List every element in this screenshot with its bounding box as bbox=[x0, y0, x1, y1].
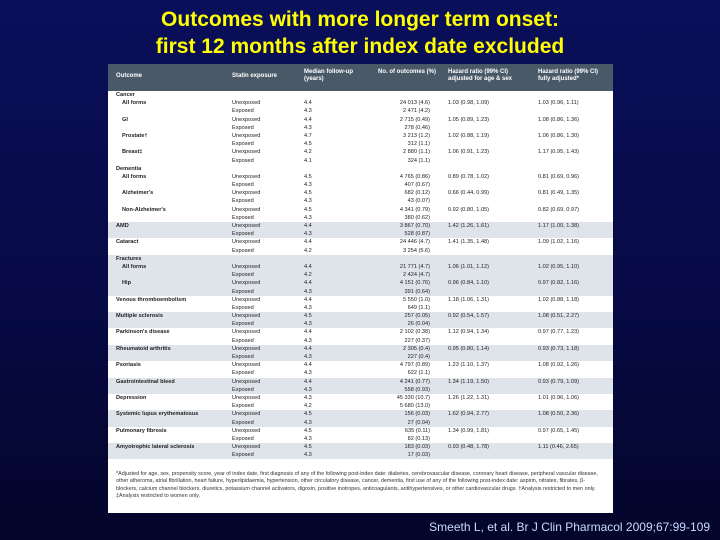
cell-statin-exposure: Exposed bbox=[232, 182, 254, 189]
cell-median-follow-up: 4.2 bbox=[304, 272, 312, 279]
cell-hr-fully-adjusted: 0.81 (0.69, 0.96) bbox=[538, 173, 580, 180]
cell-statin-exposure: Exposed bbox=[232, 198, 254, 205]
cell-outcome: AMD bbox=[116, 223, 129, 229]
header-no-of-outcomes: No. of outcomes (%) bbox=[378, 69, 436, 75]
table-row bbox=[108, 361, 613, 369]
cell-no-of-outcomes: 3 254 (5.6) bbox=[402, 247, 430, 254]
table-row bbox=[108, 304, 613, 312]
cell-statin-exposure: Exposed bbox=[232, 435, 254, 442]
cell-no-of-outcomes: 682 (0.12) bbox=[404, 190, 430, 197]
cell-hr-age-sex: 1.03 (0.98, 1.09) bbox=[448, 100, 490, 107]
table-row bbox=[108, 91, 613, 99]
title-line-2: first 12 months after index date excluded bbox=[155, 35, 565, 58]
cell-hr-age-sex: 0.66 (0.44, 0.99) bbox=[448, 190, 490, 197]
cell-median-follow-up: 4.3 bbox=[304, 231, 312, 238]
cell-median-follow-up: 4.5 bbox=[304, 206, 312, 213]
cell-hr-age-sex: 0.96 (0.84, 1.10) bbox=[448, 280, 490, 287]
cell-statin-exposure: Exposed bbox=[232, 370, 254, 377]
cell-hr-age-sex: 1.42 (1.26, 1.61) bbox=[448, 223, 490, 229]
cell-hr-fully-adjusted: 0.97 (0.82, 1.16) bbox=[538, 280, 580, 287]
cell-no-of-outcomes: 43 (0.07) bbox=[407, 198, 430, 205]
cell-median-follow-up: 4.3 bbox=[304, 288, 312, 295]
cell-no-of-outcomes: 183 (0.03) bbox=[404, 444, 430, 451]
cell-hr-fully-adjusted: 0.97 (0.77, 1.23) bbox=[538, 329, 580, 336]
cell-hr-age-sex: 1.05 (0.89, 1.23) bbox=[448, 116, 490, 123]
cell-no-of-outcomes: 5 680 (13.0) bbox=[399, 403, 430, 410]
cell-outcome: Multiple sclerosis bbox=[116, 313, 163, 320]
cell-statin-exposure: Exposed bbox=[232, 231, 254, 238]
cell-no-of-outcomes: 278 (0.46) bbox=[404, 124, 430, 131]
cell-no-of-outcomes: 27 (0.04) bbox=[407, 419, 430, 426]
header-outcome: Outcome bbox=[116, 73, 143, 79]
cell-hr-fully-adjusted: 0.93 (0.79, 1.09) bbox=[538, 378, 580, 385]
table-row bbox=[108, 99, 613, 107]
cell-statin-exposure: Unexposed bbox=[232, 362, 261, 369]
cell-hr-age-sex: 1.62 (0.94, 2.77) bbox=[448, 411, 490, 418]
table-row bbox=[108, 271, 613, 279]
cell-outcome: Rheumatoid arthritis bbox=[116, 345, 171, 352]
cell-outcome: Cataract bbox=[116, 239, 139, 246]
cell-outcome: Venous thromboembolism bbox=[116, 296, 187, 303]
cell-statin-exposure: Unexposed bbox=[232, 223, 261, 229]
cell-hr-age-sex: 1.02 (0.88, 1.19) bbox=[448, 132, 490, 139]
cell-no-of-outcomes: 227 (0.4) bbox=[407, 354, 430, 360]
table-row bbox=[108, 230, 613, 238]
cell-statin-exposure: Exposed bbox=[232, 337, 254, 344]
cell-hr-fully-adjusted: 1.02 (0.95, 1.10) bbox=[538, 263, 580, 270]
table-row bbox=[108, 435, 613, 443]
cell-median-follow-up: 4.4 bbox=[304, 362, 312, 369]
table-row bbox=[108, 419, 613, 427]
cell-hr-fully-adjusted: 1.08 (0.51, 2.27) bbox=[538, 313, 580, 320]
cell-outcome: GI bbox=[122, 116, 128, 123]
cell-hr-fully-adjusted: 0.97 (0.65, 1.45) bbox=[538, 427, 580, 434]
table-row bbox=[108, 181, 613, 189]
table-row bbox=[108, 427, 613, 435]
header-hr-age-sex: Hazard ratio (99% CI) adjusted for age & sex bbox=[448, 69, 513, 82]
table-row bbox=[108, 238, 613, 246]
cell-outcome: Parkinson's disease bbox=[116, 329, 170, 336]
cell-hr-age-sex: 1.23 (1.10, 1.37) bbox=[448, 362, 490, 369]
cell-no-of-outcomes: 528 (0.87) bbox=[404, 231, 430, 238]
cell-median-follow-up: 4.3 bbox=[304, 124, 312, 131]
table-row bbox=[108, 206, 613, 214]
cell-no-of-outcomes: 24 013 (4.6) bbox=[399, 100, 430, 107]
cell-no-of-outcomes: 4 765 (0.86) bbox=[399, 173, 430, 180]
cell-statin-exposure: Unexposed bbox=[232, 411, 261, 418]
cell-hr-age-sex: 1.34 (1.19, 1.50) bbox=[448, 378, 490, 385]
cell-outcome: Fractures bbox=[116, 255, 142, 262]
cell-hr-fully-adjusted: 1.06 (0.86, 1.30) bbox=[538, 132, 580, 139]
table-row bbox=[108, 247, 613, 255]
cell-outcome: Cancer bbox=[116, 92, 135, 98]
cell-statin-exposure: Unexposed bbox=[232, 345, 261, 352]
table-row bbox=[108, 157, 613, 165]
cell-statin-exposure: Unexposed bbox=[232, 313, 261, 320]
cell-no-of-outcomes: 24 446 (4.7) bbox=[399, 239, 430, 246]
cell-no-of-outcomes: 21 771 (4.7) bbox=[399, 263, 430, 270]
cell-hr-fully-adjusted: 1.08 (0.50, 2.36) bbox=[538, 411, 580, 418]
table-row bbox=[108, 165, 613, 173]
cell-no-of-outcomes: 4 341 (0.79) bbox=[399, 206, 430, 213]
cell-no-of-outcomes: 312 (1.1) bbox=[407, 141, 430, 148]
cell-statin-exposure: Exposed bbox=[232, 124, 254, 131]
cell-median-follow-up: 4.5 bbox=[304, 427, 312, 434]
cell-hr-age-sex: 0.92 (0.54, 1.57) bbox=[448, 313, 490, 320]
cell-hr-age-sex: 0.92 (0.80, 1.05) bbox=[448, 206, 490, 213]
cell-median-follow-up: 4.3 bbox=[304, 304, 312, 311]
table-row bbox=[108, 173, 613, 181]
cell-hr-fully-adjusted: 1.09 (1.02, 1.16) bbox=[538, 239, 580, 246]
table-row bbox=[108, 345, 613, 353]
cell-no-of-outcomes: 2 305 (0.4) bbox=[402, 345, 430, 352]
cell-hr-age-sex: 1.06 (1.01, 1.12) bbox=[448, 263, 490, 270]
cell-median-follow-up: 4.3 bbox=[304, 435, 312, 442]
cell-outcome: Gastrointestinal bleed bbox=[116, 378, 175, 385]
cell-median-follow-up: 4.5 bbox=[304, 173, 312, 180]
cell-statin-exposure: Unexposed bbox=[232, 329, 261, 336]
table-row bbox=[108, 279, 613, 287]
cell-hr-fully-adjusted: 1.08 (0.86, 1.36) bbox=[538, 116, 580, 123]
cell-hr-age-sex: 0.93 (0.48, 1.78) bbox=[448, 444, 490, 451]
table-row bbox=[108, 337, 613, 345]
table-row bbox=[108, 222, 613, 230]
cell-no-of-outcomes: 5 550 (1.0) bbox=[402, 296, 430, 303]
cell-hr-fully-adjusted: 1.02 (0.88, 1.18) bbox=[538, 296, 580, 303]
cell-hr-fully-adjusted: 0.93 (0.73, 1.18) bbox=[538, 345, 580, 352]
cell-no-of-outcomes: 324 (1.1) bbox=[407, 157, 430, 164]
cell-median-follow-up: 4.7 bbox=[304, 132, 312, 139]
cell-no-of-outcomes: 3 867 (0.70) bbox=[399, 223, 430, 229]
cell-median-follow-up: 4.5 bbox=[304, 190, 312, 197]
cell-hr-age-sex: 1.12 (0.94, 1.34) bbox=[448, 329, 490, 336]
cell-no-of-outcomes: 649 (1.1) bbox=[407, 304, 430, 311]
table-row bbox=[108, 263, 613, 271]
cell-hr-fully-adjusted: 1.17 (0.95, 1.43) bbox=[538, 149, 580, 156]
cell-median-follow-up: 4.2 bbox=[304, 149, 312, 156]
cell-median-follow-up: 4.5 bbox=[304, 141, 312, 148]
cell-outcome: Psoriasis bbox=[116, 362, 141, 369]
table-row bbox=[108, 320, 613, 328]
cell-outcome: Alzheimer's bbox=[122, 190, 154, 197]
cell-median-follow-up: 4.4 bbox=[304, 296, 312, 303]
cell-outcome: All forms bbox=[122, 100, 147, 107]
table-row bbox=[108, 353, 613, 361]
table-header bbox=[108, 64, 613, 91]
cell-median-follow-up: 4.3 bbox=[304, 452, 312, 459]
table-row bbox=[108, 132, 613, 140]
cell-median-follow-up: 4.5 bbox=[304, 313, 312, 320]
cell-no-of-outcomes: 3 213 (1.2) bbox=[402, 132, 430, 139]
cell-median-follow-up: 4.4 bbox=[304, 329, 312, 336]
cell-no-of-outcomes: 622 (1.1) bbox=[407, 370, 430, 377]
cell-no-of-outcomes: 227 (0.37) bbox=[404, 337, 430, 344]
cell-median-follow-up: 4.5 bbox=[304, 444, 312, 451]
cell-outcome: Depression bbox=[116, 394, 147, 401]
cell-hr-age-sex: 1.26 (1.22, 1.31) bbox=[448, 394, 490, 401]
table-body bbox=[108, 91, 613, 459]
cell-statin-exposure: Exposed bbox=[232, 141, 254, 148]
cell-statin-exposure: Exposed bbox=[232, 321, 254, 328]
table-row bbox=[108, 148, 613, 156]
table-row bbox=[108, 402, 613, 410]
cell-median-follow-up: 4.3 bbox=[304, 394, 312, 401]
cell-no-of-outcomes: 17 (0.03) bbox=[407, 452, 430, 459]
cell-no-of-outcomes: 4 797 (0.89) bbox=[399, 362, 430, 369]
cell-median-follow-up: 4.3 bbox=[304, 108, 312, 115]
cell-median-follow-up: 4.3 bbox=[304, 370, 312, 377]
header-hr-fully-adjusted: Hazard ratio (99% CI) fully adjusted* bbox=[538, 69, 599, 82]
cell-statin-exposure: Unexposed bbox=[232, 100, 261, 107]
cell-no-of-outcomes: 156 (0.03) bbox=[404, 411, 430, 418]
cell-statin-exposure: Unexposed bbox=[232, 280, 261, 287]
cell-hr-age-sex: 0.95 (0.80, 1.14) bbox=[448, 345, 490, 352]
cell-hr-age-sex: 1.06 (0.91, 1.23) bbox=[448, 149, 490, 156]
header-median-follow-up: Median follow-up (years) bbox=[304, 69, 353, 82]
cell-statin-exposure: Exposed bbox=[232, 419, 254, 426]
cell-statin-exposure: Exposed bbox=[232, 304, 254, 311]
table-row bbox=[108, 124, 613, 132]
cell-statin-exposure: Unexposed bbox=[232, 132, 261, 139]
slide-title bbox=[0, 6, 720, 60]
title-line-1: Outcomes with more longer term onset: bbox=[161, 8, 559, 31]
citation: Smeeth L, et al. Br J Clin Pharmacol 2009;67:99-109 bbox=[429, 520, 710, 534]
cell-statin-exposure: Exposed bbox=[232, 157, 254, 164]
cell-median-follow-up: 4.2 bbox=[304, 247, 312, 254]
cell-outcome: Hip bbox=[122, 280, 132, 287]
cell-median-follow-up: 4.5 bbox=[304, 411, 312, 418]
table-row bbox=[108, 189, 613, 197]
cell-statin-exposure: Exposed bbox=[232, 386, 254, 393]
table-row bbox=[108, 328, 613, 336]
table-row bbox=[108, 443, 613, 451]
cell-median-follow-up: 4.4 bbox=[304, 263, 312, 270]
table-row bbox=[108, 255, 613, 263]
table-row bbox=[108, 288, 613, 296]
cell-no-of-outcomes: 45 330 (10.7) bbox=[396, 394, 430, 401]
table-row bbox=[108, 394, 613, 402]
cell-statin-exposure: Unexposed bbox=[232, 116, 261, 123]
cell-statin-exposure: Unexposed bbox=[232, 206, 261, 213]
cell-statin-exposure: Unexposed bbox=[232, 394, 261, 401]
cell-median-follow-up: 4.3 bbox=[304, 419, 312, 426]
cell-statin-exposure: Exposed bbox=[232, 247, 254, 254]
cell-outcome: Systemic lupus erythematosus bbox=[116, 411, 199, 418]
cell-statin-exposure: Exposed bbox=[232, 288, 254, 295]
header-statin-exposure: Statin exposure bbox=[232, 73, 278, 79]
cell-median-follow-up: 4.4 bbox=[304, 223, 312, 229]
cell-no-of-outcomes: 2 424 (4.7) bbox=[402, 272, 430, 279]
cell-hr-fully-adjusted: 1.08 (0.92, 1.26) bbox=[538, 362, 580, 369]
table-row bbox=[108, 197, 613, 205]
cell-median-follow-up: 4.4 bbox=[304, 239, 312, 246]
cell-median-follow-up: 4.4 bbox=[304, 100, 312, 107]
cell-no-of-outcomes: 558 (0.93) bbox=[404, 386, 430, 393]
table-row bbox=[108, 214, 613, 222]
table-row bbox=[108, 296, 613, 304]
cell-statin-exposure: Exposed bbox=[232, 272, 254, 279]
cell-statin-exposure: Unexposed bbox=[232, 263, 261, 270]
cell-no-of-outcomes: 2 715 (0.49) bbox=[399, 116, 430, 123]
cell-outcome: Pulmonary fibrosis bbox=[116, 427, 167, 434]
table-row bbox=[108, 386, 613, 394]
cell-statin-exposure: Unexposed bbox=[232, 427, 261, 434]
cell-median-follow-up: 4.4 bbox=[304, 378, 312, 385]
cell-statin-exposure: Exposed bbox=[232, 452, 254, 459]
cell-outcome: All forms bbox=[122, 263, 147, 270]
cell-hr-age-sex: 1.41 (1.35, 1.48) bbox=[448, 239, 490, 246]
table-row bbox=[108, 410, 613, 418]
cell-median-follow-up: 4.3 bbox=[304, 321, 312, 328]
cell-no-of-outcomes: 4 151 (0.76) bbox=[399, 280, 430, 287]
table-row bbox=[108, 378, 613, 386]
cell-no-of-outcomes: 2 471 (4.2) bbox=[402, 108, 430, 115]
cell-hr-fully-adjusted: 1.17 (1.00, 1.38) bbox=[538, 223, 580, 229]
table-row bbox=[108, 312, 613, 320]
cell-statin-exposure: Unexposed bbox=[232, 239, 261, 246]
cell-statin-exposure: Exposed bbox=[232, 354, 254, 360]
cell-hr-age-sex: 1.18 (1.06, 1.31) bbox=[448, 296, 490, 303]
cell-statin-exposure: Unexposed bbox=[232, 296, 261, 303]
cell-no-of-outcomes: 380 (0.62) bbox=[404, 214, 430, 221]
cell-statin-exposure: Unexposed bbox=[232, 173, 261, 180]
table-row bbox=[108, 369, 613, 377]
table-row bbox=[108, 107, 613, 115]
cell-median-follow-up: 4.4 bbox=[304, 345, 312, 352]
table-row bbox=[108, 116, 613, 124]
cell-hr-fully-adjusted: 0.82 (0.69, 0.97) bbox=[538, 206, 580, 213]
cell-outcome: Breast‡ bbox=[122, 149, 143, 156]
cell-median-follow-up: 4.3 bbox=[304, 354, 312, 360]
cell-outcome: Amyotrophic lateral sclerosis bbox=[116, 444, 195, 451]
cell-median-follow-up: 4.3 bbox=[304, 214, 312, 221]
cell-statin-exposure: Unexposed bbox=[232, 378, 261, 385]
cell-no-of-outcomes: 82 (0.13) bbox=[407, 435, 430, 442]
cell-hr-fully-adjusted: 1.03 (0.96, 1.11) bbox=[538, 100, 579, 107]
cell-hr-age-sex: 0.89 (0.78, 1.02) bbox=[448, 173, 490, 180]
cell-outcome: Prostate† bbox=[122, 132, 148, 139]
cell-median-follow-up: 4.3 bbox=[304, 386, 312, 393]
cell-no-of-outcomes: 407 (0.67) bbox=[404, 182, 430, 189]
cell-median-follow-up: 4.2 bbox=[304, 403, 312, 410]
cell-no-of-outcomes: 2 880 (1.1) bbox=[402, 149, 430, 156]
cell-median-follow-up: 4.3 bbox=[304, 198, 312, 205]
cell-hr-age-sex: 1.34 (0.99, 1.81) bbox=[448, 427, 490, 434]
outcomes-table bbox=[108, 64, 613, 513]
cell-outcome: Dementia bbox=[116, 165, 142, 172]
cell-median-follow-up: 4.1 bbox=[304, 157, 312, 164]
cell-median-follow-up: 4.4 bbox=[304, 116, 312, 123]
cell-median-follow-up: 4.3 bbox=[304, 337, 312, 344]
cell-statin-exposure: Exposed bbox=[232, 108, 254, 115]
cell-hr-fully-adjusted: 0.81 (0.49, 1.35) bbox=[538, 190, 580, 197]
cell-no-of-outcomes: 257 (0.05) bbox=[404, 313, 430, 320]
cell-statin-exposure: Unexposed bbox=[232, 444, 261, 451]
cell-statin-exposure: Exposed bbox=[232, 403, 254, 410]
cell-outcome: Non-Alzheimer's bbox=[122, 206, 166, 213]
cell-outcome: All forms bbox=[122, 173, 147, 180]
cell-median-follow-up: 4.3 bbox=[304, 182, 312, 189]
table-footnote: *Adjusted for age, sex, propensity score, year of index date, first diagnosis of any of the following post-index date: diabetes, cerebrovascular disease, coronary heart disease, peripheral vascular disease, other atheroma, atrial fibrillation, heart failure, hyperlipidaemia, hypertension, other circulatory disease, cancer, dementia, first use of any of the following post-index date: aspirin, nitrates, fibrates, β-blockers, calcium channel blockers, diuretics, potassium channel activators, digoxin, positive inotropes, anticoagulants, antihypertensives, or other cardiovascular drugs. †Analysis restricted to men only. ‡Analysis restricted to women only. bbox=[116, 471, 598, 500]
table-row bbox=[108, 140, 613, 148]
cell-no-of-outcomes: 26 (0.04) bbox=[407, 321, 430, 328]
cell-no-of-outcomes: 2 102 (0.38) bbox=[399, 329, 430, 336]
cell-no-of-outcomes: 391 (0.64) bbox=[404, 288, 430, 295]
cell-hr-fully-adjusted: 1.01 (0.96, 1.06) bbox=[538, 394, 580, 401]
cell-no-of-outcomes: 635 (0.11) bbox=[404, 427, 430, 434]
cell-no-of-outcomes: 4 241 (0.77) bbox=[399, 378, 430, 385]
cell-median-follow-up: 4.4 bbox=[304, 280, 312, 287]
cell-statin-exposure: Unexposed bbox=[232, 149, 261, 156]
cell-hr-fully-adjusted: 1.11 (0.46, 2.65) bbox=[538, 444, 579, 451]
cell-statin-exposure: Exposed bbox=[232, 214, 254, 221]
cell-statin-exposure: Unexposed bbox=[232, 190, 261, 197]
table-row bbox=[108, 451, 613, 459]
